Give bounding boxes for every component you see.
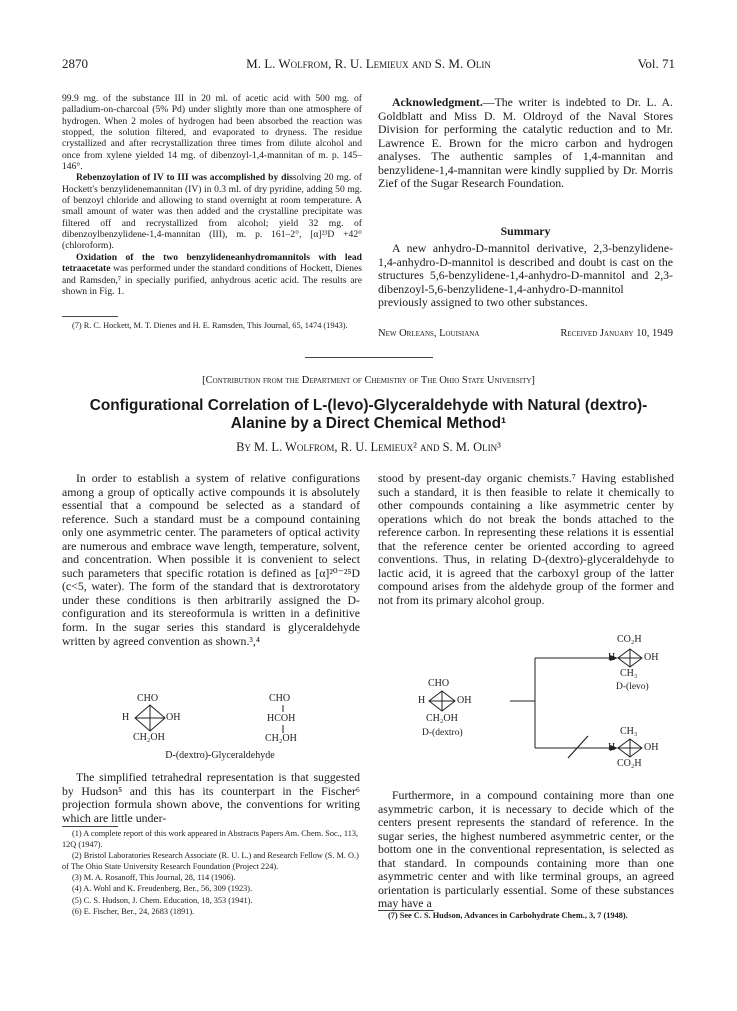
acknowledgment: Acknowledgment.—The writer is indebted to Dr. L. A. Goldblatt and Miss D. M. Oldroyd of the Naval Stores Division for performing the catalytic reduction and to Mr. Lawrence E. Brown for the micro carbon and hydrogen analyses. The authentic samples of 1,4-mannitan and benzylidene-1,4-mannitan were kindly supplied by Dr. Morris Zief of the Sugar Research Foundation. (378, 95, 673, 191)
summary-text: A new anhydro-D-mannitol derivative, 2,3-benzylidene-1,4-anhydro-D-mannitol is described and doubt is cast on the structures 5,6-benzylidene-1,4-anhydro-D-mannitol and 2,3-dibenzoyl-5,6-benzylidene-1,4-anhydro-D-mannitol previously assigned to two other substances. (378, 241, 673, 310)
article-separator (305, 357, 433, 358)
article-title-line-1: Configurational Correlation of L-(levo)-Glyceraldehyde with Natural (dextro)- (89, 397, 648, 414)
lower-ch3: CH₃ (620, 726, 638, 737)
page-number: 2870 (62, 56, 88, 71)
experimental-paragraph-1: 99.9 mg. of the substance III in 20 ml. of acetic acid with 500 mg. of palladium-on-charcoal (5% Pd) under slightly more than one atmosphere of hydrogen. When 2 moles of hydrogen had been absorbed the reaction was stopped, the solution filtered, and evaporated to dryness. The residue crystallized and after recrystallization three times from dilute alcohol and once from xylene yielded 14 mg. of dibenzoyl-1,4-mannitan of m. p. 145–146°. (62, 93, 362, 173)
article-title (30, 397, 707, 433)
footnote-7-right: (7) See C. S. Hudson, Advances in Carbohydrate Chem., 3, 7 (1948). (388, 911, 628, 920)
scheme-h: H (418, 695, 426, 706)
footnote-rule (62, 316, 118, 317)
footnote-1: (1) A complete report of this work appeared in Abstracts Papers Am. Chem. Soc., 113, 12Q (1947). (62, 829, 359, 850)
upper-co2h: CO₂H (617, 634, 642, 645)
received-line: Received January 10, 1949 (560, 328, 673, 339)
glyceraldehyde-structures (95, 693, 335, 765)
scheme-label-dextro: D-(dextro) (422, 728, 463, 738)
footnote-4: (4) A. Wohl and K. Freudenberg, Ber., 56, 309 (1923). (72, 884, 253, 894)
h-left: H (122, 712, 130, 723)
reaction-scheme (390, 634, 680, 778)
acknowledgment-heading: Acknowledgment. (392, 95, 483, 109)
ch2oh-right: CH₂OH (265, 733, 297, 744)
footnote-5: (5) C. S. Hudson, J. Chem. Education, 18, 353 (1941). (72, 895, 253, 905)
experimental-paragraph-2: Rebenzoylation of IV to III was accomplished by dissolving 20 mg. of Hockett's benzylidenemannitan (IV) in 0.3 ml. of dry pyridine, adding 50 mg. of benzoyl chloride and allowing to stand overnight at room temperature. A small amount of water was then added and the crystalline precipitate was filtered off and recrystallized from alcohol; yield 32 mg. of dibenzoylbenzylidene-1,4-mannitan (III), m. p. 161–2°, [α]²³D +42° (chloroform). (62, 172, 362, 252)
footnote-6: (6) E. Fischer, Ber., 24, 2683 (1891). (72, 906, 195, 916)
convention-paragraph: stood by present-day organic chemists.⁷ Having established such a standard, it is then feasible to relate it chemically to other compounds containing a like asymmetric center by operations which do not break the bonds attached to the reference carbon. In representing these relations it is essential that the reference center be oriented according to agreed conventions. Thus, in relating D-(dextro)-glyceraldehyde to lactic acid, it is agreed that the carboxyl group of the latter compound arises from the aldehyde group of the former and not from its primary alcohol group. (378, 471, 674, 607)
blocked-path-slash-icon (568, 736, 588, 758)
upper-h: H (608, 652, 616, 663)
cho-top-right: CHO (269, 693, 291, 704)
hcoh-right: HCOH (267, 713, 296, 724)
summary-heading: Summary (500, 224, 551, 238)
experimental-paragraph-3: Oxidation of the two benzylideneanhydromannitols with lead tetraacetate was performed under the standard conditions of Hockett, Dienes and Ramsden,⁷ in specially purified, anhydrous acetic acid. The results are shown in Fig. 1. (62, 251, 363, 297)
lower-h: H (608, 742, 616, 753)
running-head-authors: M. L. Wolfrom, R. U. Lemieux and S. M. Olin (246, 56, 491, 71)
oh-left: OH (166, 712, 181, 723)
footnote-2: (2) Bristol Laboratories Research Associate (R. U. L.) and Research Fellow (S. M. O.) of The Ohio State University Research Foundation (Project 224). (62, 851, 359, 872)
scheme-cho: CHO (428, 678, 450, 689)
cho-top-left: CHO (137, 693, 159, 704)
scheme-oh: OH (457, 695, 472, 706)
scheme-label-levo: D-(levo) (616, 682, 649, 692)
hudson-paragraph: The simplified tetrahedral representation is that suggested by Hudson⁵ and this has its counterpart in the Fischer⁶ projection formula shown above, the conventions for writing which are little under- (62, 770, 360, 825)
place-line: New Orleans, Louisiana (378, 328, 480, 339)
sugar-series-paragraph: Furthermore, in a compound containing more than one asymmetric carbon, it is necessary to decide which of the centers present represents the standard of reference. In the sugar series, the highest numbered asymmetric center, or the bottom one in the conventional representation, is selected as that standard. In compounds containing more than one asymmetric center and with like terminal groups, an agreed orientation is particularly essential. Some of these substances may have a (378, 788, 674, 911)
upper-ch3: CH₃ (620, 668, 638, 679)
byline: By M. L. Wolfrom, R. U. Lemieux² and S. M. Olin³ (236, 440, 501, 454)
volume-label: Vol. 71 (637, 56, 675, 71)
footnote-3: (3) M. A. Rosanoff, This Journal, 28, 114 (1906). (72, 873, 236, 883)
glyceraldehyde-caption: D-(dextro)-Glyceraldehyde (165, 750, 275, 761)
intro-paragraph: In order to establish a system of relative configurations among a group of optically active compounds it is absolutely essential that a compound be selected as a standard of reference. Such a standard must be a compound containing only one asymmetric center. The parameters of optical activity are numerous and embrace wave length, temperature, solvent, and concentration. When possible it is convenient to select such parameters that specific rotation is defined as [α]²⁰⁻²⁵D (c<5, water). The form of the standard that is dextrorotatory under these conditions is then arbitrarily assigned the D-configuration and its stereoformula is written in a definitive form. In the sugar series this standard is glyceraldehyde written by agreed convention as shown.³,⁴ (62, 471, 360, 648)
contribution-line: [Contribution from the Department of Chemistry of The Ohio State University] (202, 375, 535, 386)
footnotes-left (62, 828, 360, 917)
lower-co2h: CO₂H (617, 758, 642, 769)
upper-oh: OH (644, 652, 659, 663)
experimental-continuation (62, 93, 362, 297)
footnote-rule-left (62, 826, 118, 827)
footnote-7-top: (7) R. C. Hockett, M. T. Dienes and H. E. Ramsden, This Journal, 65, 1474 (1943). (72, 321, 348, 330)
article-title-line-2: Alanine by a Direct Chemical Method¹ (230, 415, 507, 432)
scheme-ch2oh: CH₂OH (426, 713, 458, 724)
lower-oh: OH (644, 742, 659, 753)
ch2oh-left: CH₂OH (133, 732, 165, 743)
